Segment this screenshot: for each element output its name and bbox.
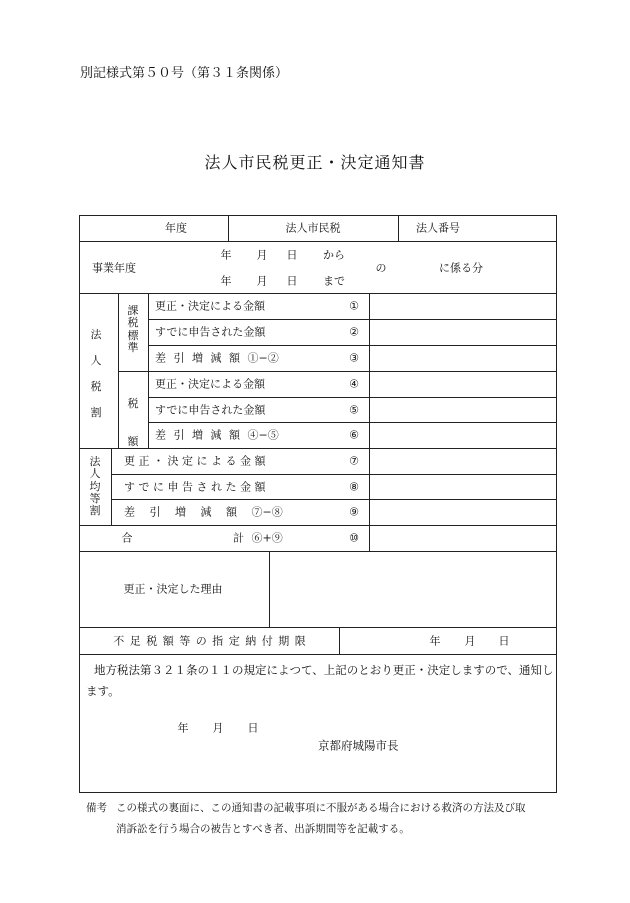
amount-field-7[interactable]	[370, 449, 556, 474]
tax-base-label: 課税標準	[127, 304, 139, 354]
corp-number-label: 法人番号	[416, 221, 460, 235]
to-month-label: 月	[256, 274, 268, 288]
row9-num: ⑨	[349, 505, 359, 519]
row1-label: 更正・決定による金額	[155, 299, 265, 313]
business-year-label: 事業年度	[92, 261, 136, 275]
remarks	[86, 798, 556, 840]
form-reference: 別記様式第５０号（第３１条関係）	[80, 66, 289, 81]
remarks-line-1: この様式の裏面に、この通知書の記載事項に不服がある場合における救済の方法及び取	[116, 802, 526, 814]
amount-field-2[interactable]	[370, 320, 556, 345]
amount-field-5[interactable]	[370, 398, 556, 422]
row5-num: ⑤	[349, 403, 359, 417]
row3-num: ③	[349, 351, 359, 365]
row9-label: 差 引 増 減 額 ⑦−⑧	[124, 505, 283, 519]
date-month-label: 月	[212, 721, 224, 735]
date-year-label: 年	[177, 721, 189, 735]
concerning-label: に係る分	[439, 261, 483, 275]
notice-text: 地方税法第３２１条の１１の規定によつて、上記のとおり更正・決定しますので、通知します。	[86, 663, 554, 698]
row2-label: すでに申告された金額	[155, 325, 266, 339]
total-num: ⑩	[349, 531, 359, 545]
row5-label: すでに申告された金額	[155, 403, 266, 417]
amount-field-6[interactable]	[370, 423, 556, 448]
to-year-label: 年	[220, 274, 232, 288]
reason-label: 更正・決定した理由	[123, 582, 223, 596]
row6-label: 差 引 増 減 額 ④−⑤	[155, 428, 279, 442]
tax-amount-label: 税額	[127, 397, 139, 448]
amount-field-9[interactable]	[370, 500, 556, 525]
amount-field-10[interactable]	[370, 526, 556, 551]
houjinzeiwari-group-label: 法人税割	[90, 328, 102, 419]
from-month-label: 月	[256, 248, 268, 262]
total-label-left: 合	[121, 531, 133, 545]
to-label: まで	[323, 274, 345, 288]
corp-number-field[interactable]	[472, 216, 556, 241]
from-label: から	[323, 248, 345, 262]
amount-field-3[interactable]	[370, 346, 556, 371]
total-label-right: 計 ⑥+⑨	[233, 531, 283, 545]
remarks-line-2: 消訴訟を行う場合の被告とすべき者、出訴期間等を記載する。	[116, 823, 410, 835]
no-label: の	[375, 261, 387, 275]
page-title: 法人市民税更正・決定通知書	[204, 153, 426, 172]
row7-label: 更 正 ・ 決 定 に よ る 金 額	[124, 454, 266, 468]
deadline-label: 不 足 税 額 等 の 指 定 納 付 期 限	[113, 634, 307, 648]
row8-label: す で に 申 告 さ れ た 金 額	[124, 480, 266, 494]
issuer-name: 京都府城陽市長	[318, 738, 399, 753]
to-day-label: 日	[286, 274, 298, 288]
row4-label: 更正・決定による金額	[155, 377, 265, 391]
row1-num: ①	[349, 299, 359, 313]
amount-field-4[interactable]	[370, 372, 556, 397]
remarks-label: 備考	[86, 802, 107, 814]
amount-field-1[interactable]	[370, 294, 556, 319]
date-day-label: 日	[247, 721, 259, 735]
reason-field[interactable]	[270, 552, 556, 627]
row7-num: ⑦	[349, 454, 359, 468]
tax-type-label: 法人市民税	[285, 221, 341, 235]
deadline-month-label: 月	[464, 634, 476, 648]
year-label: 年度	[165, 221, 187, 235]
row8-num: ⑧	[349, 480, 359, 494]
row6-num: ⑥	[349, 428, 359, 442]
row2-num: ②	[349, 325, 359, 339]
deadline-year-label: 年	[429, 634, 441, 648]
row4-num: ④	[349, 377, 359, 391]
amount-field-8[interactable]	[370, 475, 556, 499]
row3-label: 差 引 増 減 額 ①−②	[155, 351, 279, 365]
from-year-label: 年	[220, 248, 232, 262]
deadline-day-label: 日	[498, 634, 510, 648]
kintouwari-group-label: 法人均等割	[89, 455, 101, 518]
from-day-label: 日	[286, 248, 298, 262]
